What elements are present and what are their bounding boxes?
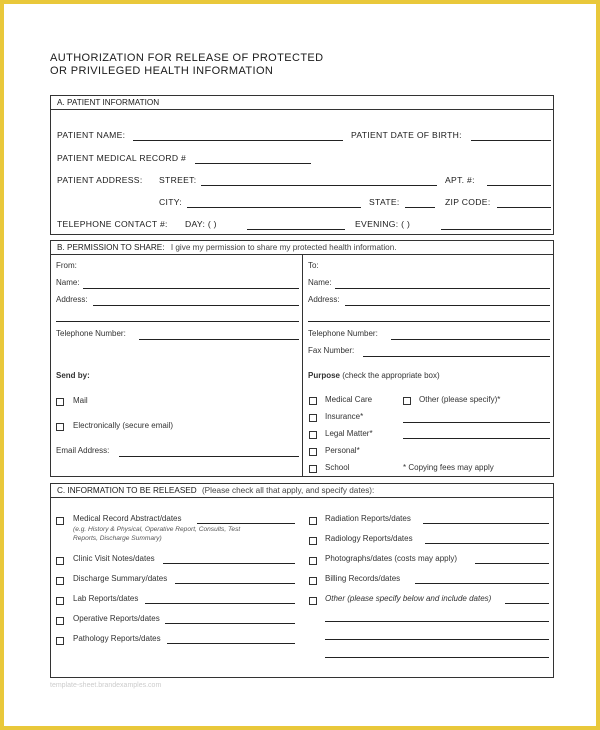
patient-dob-field[interactable]: [471, 140, 551, 141]
section-b-permission-text: I give my permission to share my protected health information.: [170, 243, 397, 252]
abstract-note-line-2: Reports, Discharge Summary): [73, 535, 162, 542]
to-label: To:: [308, 261, 319, 270]
to-name-field[interactable]: [335, 288, 550, 289]
other-records-field-line-3[interactable]: [325, 639, 549, 640]
section-a-patient-information: [50, 95, 554, 235]
radiology-reports-checkbox[interactable]: [309, 537, 317, 545]
authorization-form-page: [4, 4, 596, 726]
other-purpose-field-line-2[interactable]: [403, 438, 550, 439]
discharge-summary-dates-field[interactable]: [175, 583, 295, 584]
clinic-notes-checkbox[interactable]: [56, 557, 64, 565]
to-telephone-field[interactable]: [391, 339, 550, 340]
from-label: From:: [56, 261, 77, 270]
evening-phone-label: EVENING: ( ): [355, 219, 411, 229]
from-address-field[interactable]: [93, 305, 299, 306]
electronic-option-label: Electronically (secure email): [73, 421, 174, 430]
street-field[interactable]: [201, 185, 437, 186]
radiation-reports-dates-field[interactable]: [423, 523, 549, 524]
to-address-field[interactable]: [345, 305, 550, 306]
state-label: STATE:: [369, 197, 400, 207]
radiology-reports-label: Radiology Reports/dates: [325, 534, 413, 543]
to-address-label: Address:: [308, 295, 340, 304]
section-c-instructions: (Please check all that apply, and specify dates):: [201, 486, 375, 495]
clinic-notes-dates-field[interactable]: [163, 563, 295, 564]
section-c-title: C. INFORMATION TO BE RELEASED: [57, 486, 197, 495]
billing-records-dates-field[interactable]: [415, 583, 549, 584]
patient-dob-label: PATIENT DATE OF BIRTH:: [351, 130, 462, 140]
pathology-reports-dates-field[interactable]: [167, 643, 295, 644]
billing-records-label: Billing Records/dates: [325, 574, 401, 583]
other-records-checkbox[interactable]: [309, 597, 317, 605]
other-records-label: Other (please specify below and include dates): [325, 594, 492, 603]
medical-record-label: PATIENT MEDICAL RECORD #: [57, 153, 187, 163]
patient-address-label: PATIENT ADDRESS:: [57, 175, 143, 185]
zip-label: ZIP CODE:: [445, 197, 491, 207]
section-c-information-to-be-released: [50, 483, 554, 678]
photographs-checkbox[interactable]: [309, 557, 317, 565]
to-address-field-line-2[interactable]: [308, 321, 550, 322]
section-b-title: B. PERMISSION TO SHARE:: [57, 243, 165, 252]
form-title-line-2: OR PRIVILEGED HEALTH INFORMATION: [50, 65, 274, 77]
to-fax-label: Fax Number:: [308, 346, 355, 355]
watermark-text: template-sheet.brandexamples.com: [50, 682, 162, 689]
purpose-label: Purpose: [308, 371, 341, 380]
photographs-dates-field[interactable]: [475, 563, 549, 564]
patient-name-label: PATIENT NAME:: [57, 130, 126, 140]
city-label: CITY:: [159, 197, 182, 207]
other-records-field-line-4[interactable]: [325, 657, 549, 658]
operative-reports-label: Operative Reports/dates: [73, 614, 160, 623]
purpose-heading: [308, 371, 440, 380]
abstract-checkbox[interactable]: [56, 517, 64, 525]
legal-matter-checkbox[interactable]: [309, 431, 317, 439]
apt-label: APT. #:: [445, 175, 475, 185]
mail-option-label: Mail: [73, 396, 88, 405]
section-a-header: A. PATIENT INFORMATION: [51, 96, 553, 110]
lab-reports-dates-field[interactable]: [145, 603, 295, 604]
radiation-reports-label: Radiation Reports/dates: [325, 514, 411, 523]
insurance-label: Insurance*: [325, 412, 364, 421]
abstract-label: Medical Record Abstract/dates: [73, 514, 182, 523]
from-telephone-field[interactable]: [139, 339, 299, 340]
abstract-note-line-1: (e.g. History & Physical, Operative Report, Consults, Test: [73, 526, 241, 533]
other-records-field[interactable]: [505, 603, 549, 604]
pathology-reports-label: Pathology Reports/dates: [73, 634, 161, 643]
from-address-field-line-2[interactable]: [56, 321, 299, 322]
city-field[interactable]: [187, 207, 361, 208]
school-label: School: [325, 463, 350, 472]
day-phone-label: DAY: ( ): [185, 219, 217, 229]
from-telephone-label: Telephone Number:: [56, 329, 126, 338]
school-checkbox[interactable]: [309, 465, 317, 473]
legal-matter-label: Legal Matter*: [325, 429, 373, 438]
insurance-checkbox[interactable]: [309, 414, 317, 422]
photographs-label: Photographs/dates (costs may apply): [325, 554, 458, 563]
lab-reports-label: Lab Reports/dates: [73, 594, 139, 603]
mail-checkbox[interactable]: [56, 398, 64, 406]
electronic-checkbox[interactable]: [56, 423, 64, 431]
medical-care-checkbox[interactable]: [309, 397, 317, 405]
patient-name-field[interactable]: [133, 140, 343, 141]
day-phone-field[interactable]: [247, 229, 345, 230]
telephone-contact-label: TELEPHONE CONTACT #:: [57, 219, 168, 229]
radiation-reports-checkbox[interactable]: [309, 517, 317, 525]
section-b-permission-to-share: [50, 240, 554, 477]
evening-phone-field[interactable]: [441, 229, 551, 230]
other-purpose-checkbox[interactable]: [403, 397, 411, 405]
medical-record-field[interactable]: [195, 163, 311, 164]
personal-checkbox[interactable]: [309, 448, 317, 456]
copying-fees-note: * Copying fees may apply: [403, 463, 494, 472]
email-address-field[interactable]: [119, 456, 299, 457]
abstract-dates-field[interactable]: [197, 523, 295, 524]
other-purpose-label: Other (please specify)*: [419, 395, 501, 404]
street-label: STREET:: [159, 175, 197, 185]
send-by-label: Send by:: [56, 371, 90, 380]
lab-reports-checkbox[interactable]: [56, 597, 64, 605]
discharge-summary-checkbox[interactable]: [56, 577, 64, 585]
pathology-reports-checkbox[interactable]: [56, 637, 64, 645]
medical-care-label: Medical Care: [325, 395, 373, 404]
operative-reports-dates-field[interactable]: [165, 623, 295, 624]
discharge-summary-label: Discharge Summary/dates: [73, 574, 168, 583]
to-telephone-label: Telephone Number:: [308, 329, 378, 338]
other-purpose-field[interactable]: [403, 422, 550, 423]
apt-field[interactable]: [487, 185, 551, 186]
state-field[interactable]: [405, 207, 435, 208]
from-address-label: Address:: [56, 295, 88, 304]
to-fax-field[interactable]: [363, 356, 550, 357]
other-records-field-line-2[interactable]: [325, 621, 549, 622]
section-b-divider: [302, 255, 303, 477]
from-name-label: Name:: [56, 278, 80, 287]
email-address-label: Email Address:: [56, 446, 110, 455]
zip-field[interactable]: [497, 207, 551, 208]
purpose-note: (check the appropriate box): [342, 371, 440, 380]
operative-reports-checkbox[interactable]: [56, 617, 64, 625]
radiology-reports-dates-field[interactable]: [425, 543, 549, 544]
personal-label: Personal*: [325, 446, 360, 455]
to-name-label: Name:: [308, 278, 332, 287]
section-c-header: [51, 484, 553, 498]
section-b-header: [51, 241, 553, 255]
form-title-line-1: AUTHORIZATION FOR RELEASE OF PROTECTED: [50, 52, 324, 64]
billing-records-checkbox[interactable]: [309, 577, 317, 585]
clinic-notes-label: Clinic Visit Notes/dates: [73, 554, 155, 563]
from-name-field[interactable]: [83, 288, 299, 289]
